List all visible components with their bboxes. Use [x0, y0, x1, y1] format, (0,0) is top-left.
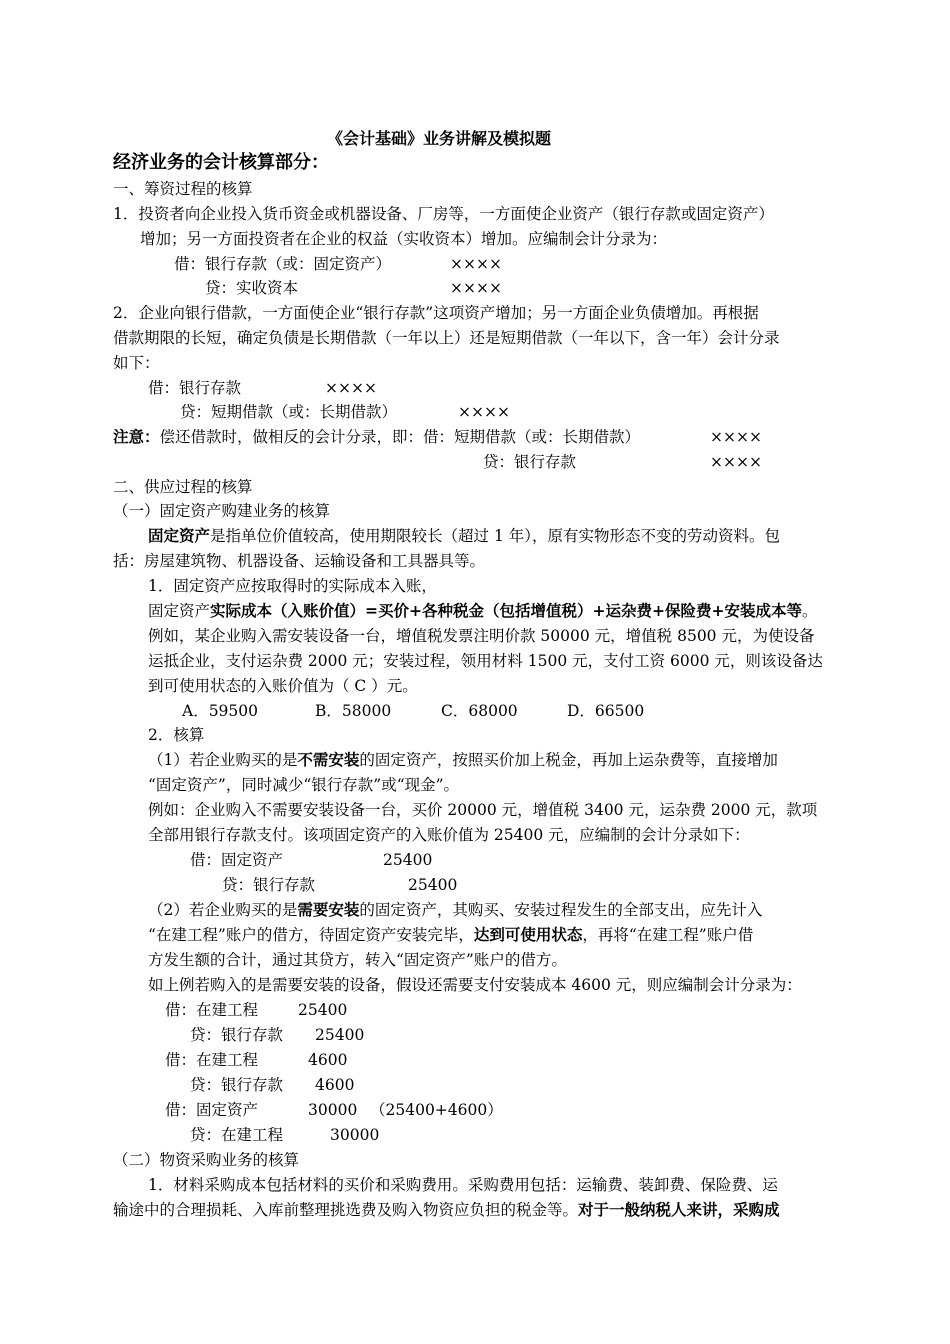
paragraph-line: 1．投资者向企业投入货币资金或机器设备、厂房等，一方面使企业资产（银行存款或固定资产） — [113, 205, 774, 223]
entry-amount: ×××× — [710, 453, 762, 471]
entry-amount: 25400 — [315, 1026, 365, 1044]
case-2-line — [148, 900, 762, 920]
paragraph-line: 1．材料采购成本包括材料的买价和采购费用。采购费用包括：运输费、装卸费、保险费、运 — [148, 1176, 778, 1194]
formula-prefix: 固定资产 — [148, 602, 211, 620]
case-2-line-2 — [148, 925, 753, 945]
paragraph-line: “固定资产”，同时减少“银行存款”或“现金”。 — [148, 776, 460, 794]
entry-amount: 30000 — [330, 1126, 380, 1144]
entry-debit: 借：固定资产 — [165, 1101, 259, 1119]
note-label: 注意： — [113, 427, 160, 446]
entry-debit: 借：在建工程 — [165, 1001, 259, 1019]
case-text: “在建工程”账户的借方，待固定资产安装完毕， — [148, 926, 474, 944]
entry-credit: 贷：在建工程 — [190, 1126, 284, 1144]
paragraph-line: 1．固定资产应按取得时的实际成本入账， — [148, 577, 437, 595]
note-text: 偿还借款时，做相反的会计分录，即：借：短期借款（或：长期借款） — [159, 428, 641, 446]
entry-amount: 25400 — [408, 876, 458, 894]
paragraph-line: 例如，某企业购入需安装设备一台，增值税发票注明价款 50000 元，增值税 8500 元，为使设备 — [148, 627, 815, 645]
paragraph-line: 运抵企业，支付运杂费 2000 元；安装过程，领用材料 1500 元，支付工资 6000 元，则该设备达 — [148, 652, 823, 670]
case-text: 的固定资产，按照买价加上税金，再加上运杂费等，直接增加 — [359, 751, 778, 769]
option-b: B．58000 — [315, 702, 392, 720]
case-1-line — [148, 750, 778, 770]
paragraph-line: 增加；另一方面投资者在企业的权益（实收资本）增加。应编制会计分录为： — [140, 230, 668, 248]
paragraph-line: 借款期限的长短，确定负债是长期借款（一年以上）还是短期借款（一年以下，含一年）会计分录 — [113, 329, 780, 347]
entry-amount: 4600 — [308, 1051, 348, 1069]
entry-debit: 借：在建工程 — [165, 1051, 259, 1069]
entry-credit: 贷：银行存款 — [190, 1026, 284, 1044]
case-text: ，再将“在建工程”账户借 — [582, 926, 754, 944]
entry-amount: 25400 — [298, 1001, 348, 1019]
entry-amount: ×××× — [458, 403, 510, 421]
formula-line — [148, 601, 817, 621]
note-line — [113, 427, 640, 447]
paragraph-line: 如下： — [113, 354, 160, 372]
paragraph-line: 如上例若购入的是需要安装的设备，假设还需要支付安装成本 4600 元，则应编制会计分录为： — [148, 976, 802, 994]
section-heading: 经济业务的会计核算部分： — [113, 152, 329, 173]
paragraph-text: 输途中的合理损耗、入库前整理挑选费及购入物资应负担的税金等。 — [113, 1201, 579, 1219]
entry-credit: 贷：银行存款 — [222, 876, 316, 894]
entry-credit: 贷：银行存款 — [190, 1076, 284, 1094]
entry-debit: 借：银行存款 — [148, 379, 242, 397]
formula-end: 。 — [801, 602, 818, 620]
section-1-title: 一、筹资过程的核算 — [113, 180, 253, 198]
paragraph-line: 例如：企业购入不需要安装设备一台，买价 20000 元，增值税 3400 元，运杂费 2000 元，款项 — [148, 801, 818, 819]
entry-amount: 30000 — [308, 1101, 358, 1119]
paragraph-line: 2．核算 — [148, 726, 205, 744]
paragraph-line: 2．企业向银行借款，一方面使企业“银行存款”这项资产增加；另一方面企业负债增加。再根据 — [113, 304, 759, 322]
paragraph-line: 方发生额的合计，通过其贷方，转入“固定资产”账户的借方。 — [148, 951, 567, 969]
term-bold: 固定资产 — [148, 526, 211, 545]
entry-credit: 贷：实收资本 — [205, 279, 299, 297]
case-bold: 需要安装 — [297, 900, 360, 919]
entry-note: （25400+4600） — [370, 1101, 503, 1119]
paragraph-line — [113, 1200, 780, 1220]
entry-amount: 25400 — [383, 851, 433, 869]
option-c: C．68000 — [441, 702, 518, 720]
entry-credit: 贷：银行存款 — [483, 453, 577, 471]
document-title: 《会计基础》业务讲解及模拟题 — [327, 129, 552, 148]
case-bold: 不需安装 — [297, 750, 360, 769]
entry-amount: ×××× — [450, 255, 502, 273]
paragraph-line: 括：房屋建筑物、机器设备、运输设备和工具器具等。 — [113, 552, 486, 570]
section-2-title: 二、供应过程的核算 — [113, 478, 253, 496]
entry-debit: 借：固定资产 — [190, 851, 284, 869]
case-text: 的固定资产，其购买、安装过程发生的全部支出，应先计入 — [359, 901, 763, 919]
case-text: （1）若企业购买的是 — [148, 751, 298, 769]
paragraph-bold: 对于一般纳税人来讲，采购成 — [578, 1200, 780, 1219]
entry-credit: 贷：短期借款（或：长期借款） — [180, 403, 398, 421]
entry-amount: 4600 — [315, 1076, 355, 1094]
definition-text: 是指单位价值较高，使用期限较长（超过 1 年），原有实物形态不变的劳动资料。包 — [210, 527, 780, 545]
entry-amount: ×××× — [325, 379, 377, 397]
entry-debit: 借：银行存款（或：固定资产） — [174, 255, 392, 273]
subsection-title: （二）物资采购业务的核算 — [113, 1151, 300, 1169]
subsection-title: （一）固定资产购建业务的核算 — [113, 502, 331, 520]
option-a: A．59500 — [182, 702, 259, 720]
paragraph-line: 到可使用状态的入账价值为（ C ）元。 — [148, 677, 418, 695]
case-text: （2）若企业购买的是 — [148, 901, 298, 919]
formula-bold: 实际成本（入账价值）=买价+各种税金（包括增值税）+运杂费+保险费+安装成本等 — [210, 601, 802, 620]
paragraph-line: 全部用银行存款支付。该项固定资产的入账价值为 25400 元，应编制的会计分录如下： — [148, 826, 750, 844]
entry-amount: ×××× — [710, 428, 762, 446]
option-d: D．66500 — [567, 702, 645, 720]
definition-line — [148, 526, 780, 546]
entry-amount: ×××× — [450, 279, 502, 297]
case-bold: 达到可使用状态 — [473, 925, 583, 944]
